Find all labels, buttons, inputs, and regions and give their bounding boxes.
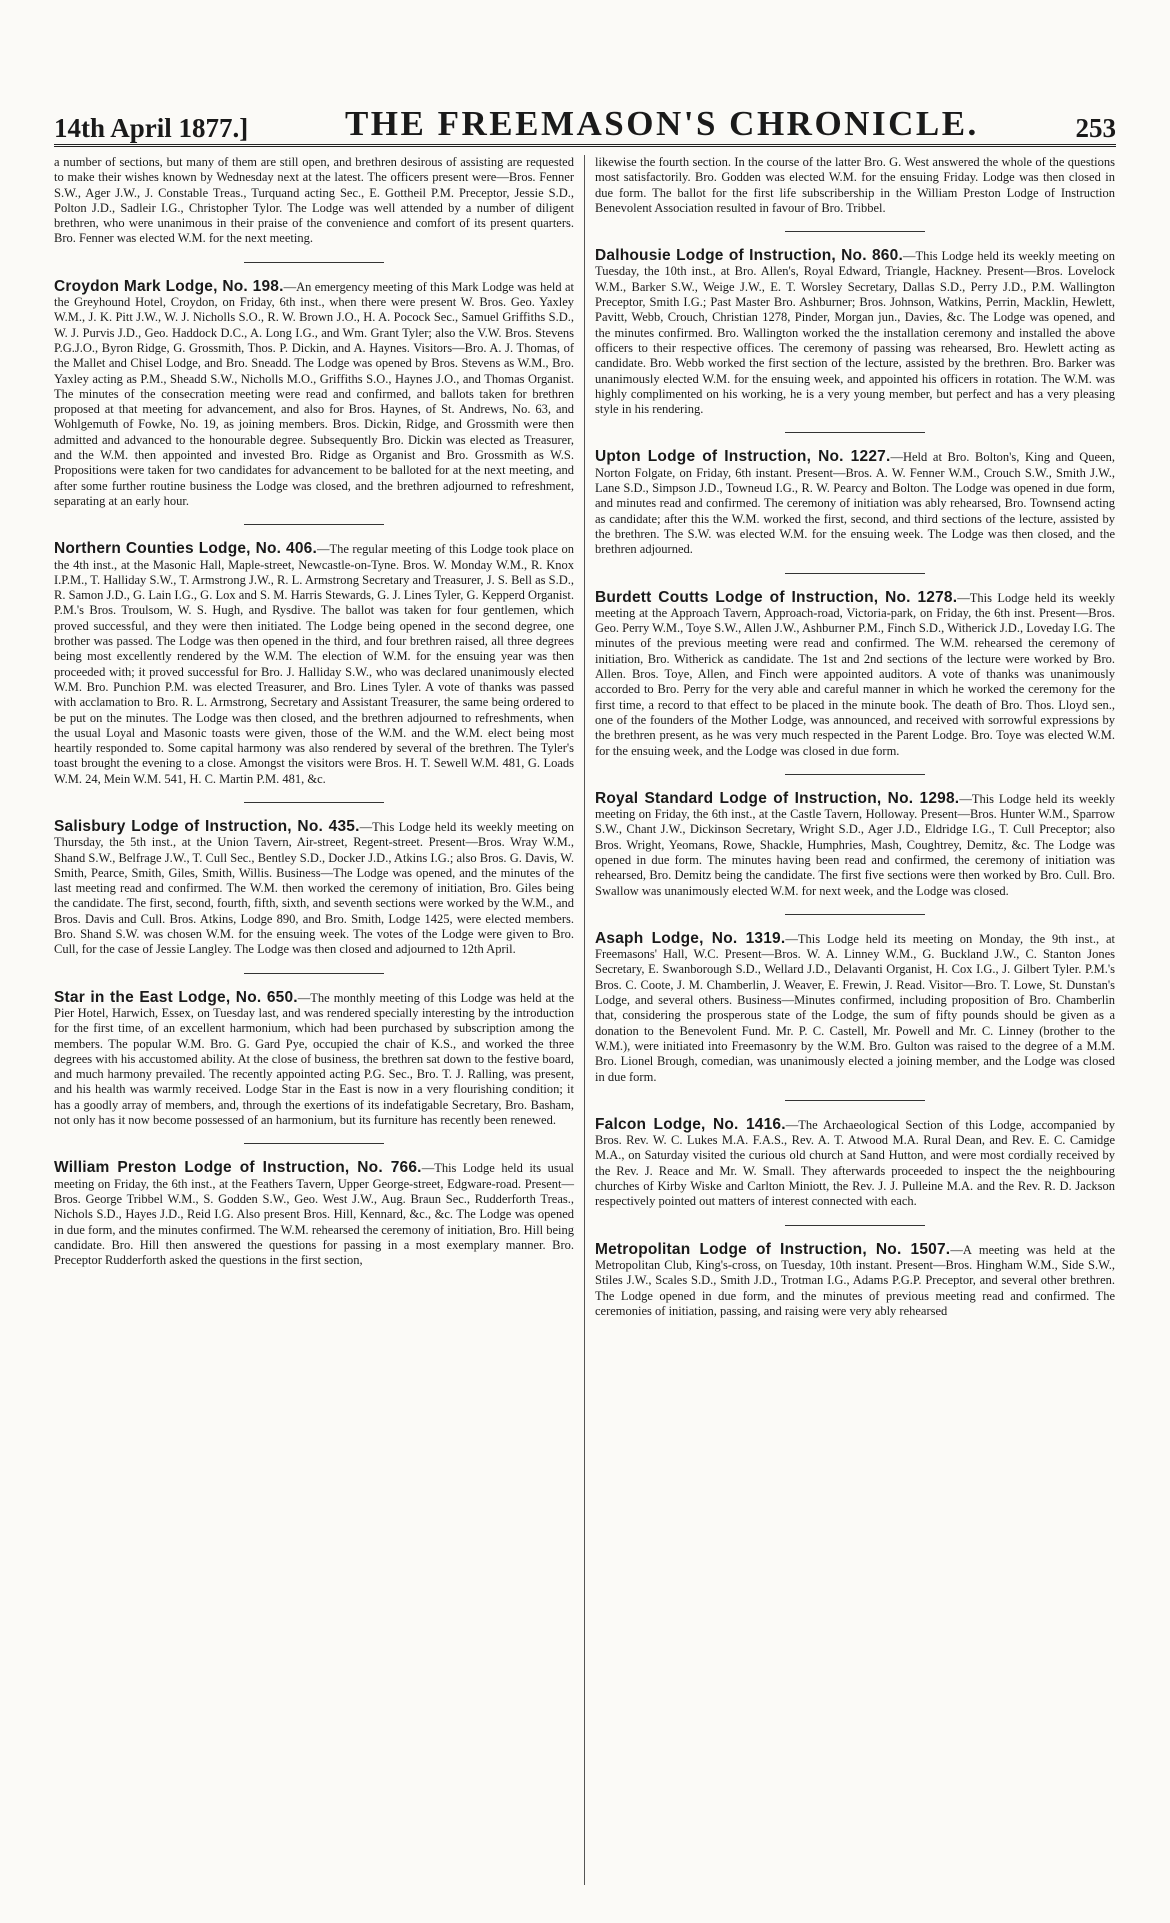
left-continuation-text: a number of sections, but many of them are still open, and brethren desirous of assisting are requested to make their wishes known by Wednesday next at the latest. The officers present were—Bros. Fenner S.W., Ager J.W., J. Constable Treas., Turquand acting Sec., E. Gottheil P.M. Preceptor, Jessie S.D., Polton J.D., Sadleir I.G., Christopher Tylor. The Lodge was well attended by a number of diligent brethren, who were unanimous in their praise of the convenience and comfort of its present quarters. Bro. Fenner was elected W.M. for the next meeting. [54, 155, 574, 246]
article-heading: Burdett Coutts Lodge of Instruction, No. 1278. [595, 588, 958, 606]
article-metropolitan-lodge [595, 1242, 1115, 1319]
article-william-preston-lodge [54, 1160, 574, 1268]
article-columns [54, 155, 1116, 1885]
article-separator [785, 1225, 925, 1226]
article-body: —A meeting was held at the Metropolitan Club, King's-cross, on Tuesday, 10th instant. Present—Bros. Hingham W.M., Side S.W., Stiles J.W., Scales S.D., Smith J.D., Trotman I.G., Adams P.G.P. Preceptor, and several other brethren. The Lodge opened in due form, and the minutes of previous meeting read and confirmed. The ceremonies of initiation, passing, and raising were very ably rehearsed [595, 1242, 1115, 1318]
issue-date: 14th April 1877.] [54, 113, 249, 143]
article-royal-standard-lodge [595, 791, 1115, 899]
article-separator [244, 973, 384, 974]
masthead-rule [54, 144, 1116, 147]
article-heading: Royal Standard Lodge of Instruction, No. 1298. [595, 789, 960, 807]
article-heading: Asaph Lodge, No. 1319. [595, 929, 786, 947]
article-heading: Dalhousie Lodge of Instruction, No. 860. [595, 247, 903, 265]
article-heading: Croydon Mark Lodge, No. 198. [54, 277, 284, 295]
article-heading: Northern Counties Lodge, No. 406. [54, 540, 317, 558]
article-dalhousie-lodge [595, 248, 1115, 417]
article-separator [785, 432, 925, 433]
article-separator [244, 802, 384, 803]
article-salisbury-lodge [54, 819, 574, 958]
right-continuation-text: likewise the fourth section. In the course of the latter Bro. G. West answered the whole of the questions most satisfactorily. Bro. Godden was elected W.M. for the ensuing Friday. Lodge was then closed in due form. The ballot for the first life subscribership in the William Preston Lodge of Instruction Benevolent Association resulted in favour of Bro. Tribbel. [595, 155, 1115, 215]
article-separator [244, 1143, 384, 1144]
article-burdett-coutts-lodge [595, 590, 1115, 759]
article-body: —This Lodge held its meeting on Monday, the 9th inst., at Freemasons' Hall, W.C. Present—Bros. W. A. Linney W.M., G. Buckland J.W., C. Stanton Jones Secretary, E. Swanborough S.D., Wellard J.D., Delavanti Organist, H. Cox I.G., J. Gilbert Tyler. P.M.'s Bros. C. Coote, J. M. Chamberlin, J. Weaver, E. Frewin, J. Read. Visitor—Bro. T. Lowe, St. Dunstan's Lodge, and several others. Business—Minutes confirmed, including proposition of Bro. Chamberlin that, considering the prosperous state of the Lodge, the sum of fifty pounds should be given as a donation to the Benevolent Fund. Mr. P. C. Castell, Mr. Powell and Mr. C. Linney (brother to the W.M.), were initiated into Freemasonry by the W.M. Bro. Gulton was raised to the degree of a M.M. Bro. Lionel Brough, comedian, was unanimously elected a joining member, and the Lodge was closed in due form. [595, 931, 1115, 1084]
article-heading: Metropolitan Lodge of Instruction, No. 1507. [595, 1240, 951, 1258]
article-separator [785, 1100, 925, 1101]
article-separator [785, 573, 925, 574]
article-body: —The Archaeological Section of this Lodge, accompanied by Bros. Rev. W. C. Lukes M.A. F.A.S., Rev. A. T. Atwood M.A. Rural Dean, and Rev. E. C. Camidge M.A., on Saturday visited the curious old church at Sand Hutton, and were most cordially received by the Rev. J. Reace and Mr. W. Small. They afterwards proceeded to inspect the the neighbouring churches of Kirby Wiske and Carlton Miniott, the Rev. J. J. Pulleine M.A. and the Rev. R. D. Jackson respectively pointed out matters of interest connected with each. [595, 1117, 1115, 1209]
article-heading: Star in the East Lodge, No. 650. [54, 988, 298, 1006]
article-star-in-the-east-lodge [54, 990, 574, 1129]
article-body: —The regular meeting of this Lodge took place on the 4th inst., at the Masonic Hall, Maple-street, Newcastle-on-Tyne. Bros. W. Monday W.M., R. Knox I.P.M., T. Halliday S.W., T. Armstrong J.W., R. L. Armstrong Secretary and Treasurer, J. S. Bell as S.D., R. Samon J.D., G. Lain I.G., G. Lox and S. M. Harris Stewards, G. J. Lines Tyler, G. Kepperd Organist. P.M.'s Bros. Troulsom, W. S. Hugh, and Rysdive. The ballot was taken for four gentlemen, which proved successful, and they were then initiated. The Lodge being opened in the second degree, one brother was passed. The Lodge was then opened in the third, and four brethren raised, all three degrees being most excellently rendered by the W.M. The election of W.M. for the ensuing year was then proceeded with; it proved successful for Bro. J. Halliday S.W., who was declared unanimously elected W.M. Bro. Punchion P.M. was elected Treasurer, and Bro. Lines Tyler. A vote of thanks was passed with acclamation to Bro. R. L. Armstrong, Secretary and Assistant Treasurer, the same being ordered to be put on the minutes. The Lodge was then closed, and the brethren adjourned to refreshments, when the usual Loyal and Masonic toasts were given, those of the W.M. and the W.M. elect being most heartily responded to. Some capital harmony was also rendered by several of the brethren. The Tyler's toast brought the evening to a close. Amongst the visitors were Bros. H. T. Sewell W.M. 481, G. Loads W.M. 24, Mein W.M. 541, H. C. Martin P.M. 481, &c. [54, 542, 575, 786]
article-heading: Salisbury Lodge of Instruction, No. 435. [54, 817, 360, 835]
article-heading: William Preston Lodge of Instruction, No. 766. [54, 1159, 422, 1177]
publication-title: THE FREEMASON'S CHRONICLE. [344, 104, 979, 143]
article-separator [244, 524, 384, 525]
article-asaph-lodge [595, 931, 1115, 1085]
article-body: —This Lodge held its weekly meeting on Thursday, the 5th inst., at the Union Tavern, Air-street, Regent-street. Present—Bros. Wray W.M., Shand S.W., Belfrage J.W., T. Cull Sec., Bentley S.D., Docker J.D., Atkins I.G.; also Bros. G. Davis, W. Smith, Pearce, Smith, Giles, Smith, Willis. Business—The Lodge was opened, and the minutes of the last meeting read and confirmed. The W.M. then worked the ceremony of initiation, Bro. Giles being the candidate. The first, second, fourth, fifth, sixth, and seventh sections were worked by the W.M., and Bros. Davis and Cull. Bros. Atkins, Lodge 890, and Bro. Smith, Lodge 1425, were elected members. Bro. Shand S.W. was chosen W.M. for the ensuing week. The votes of the Lodge were given to Bro. Cull, for the case of Jessie Langley. The Lodge was then closed and adjourned to 12th April. [54, 819, 574, 957]
article-separator [785, 231, 925, 232]
article-separator [244, 262, 384, 263]
right-column [585, 155, 1115, 1885]
article-body: —Held at Bro. Bolton's, King and Queen, Norton Folgate, on Friday, 6th instant. Present—Bros. A. W. Fenner W.M., Crouch S.W., Smith J.W., Lane S.D., Simpson J.D., Towneud I.G., R. W. Pearcy and Bolton. The Lodge was opened in due form, and minutes read and confirmed. The ceremony of initiation was ably rehearsed, Bro. Townsend acting as candidate; after this the W.M. worked the first, second, and third sections of the lecture, assisted by the brethren. The S.W. was elected W.M. for the ensuing week. The Lodge was then closed, and the brethren adjourned. [595, 450, 1115, 557]
article-separator [785, 774, 925, 775]
masthead [54, 98, 1116, 144]
article-falcon-lodge [595, 1117, 1115, 1210]
article-body: —This Lodge held its weekly meeting on Tuesday, the 10th inst., at Bro. Allen's, Royal Edward, Triangle, Hackney. Present—Bros. Lovelock W.M., Barker S.W., Weige J.W., E. T. Worsley Secretary, Dallas S.D., Perry J.D., P.M. Wallington Preceptor, Smith I.G.; Past Master Bro. Ashburner; Bros. Johnson, Watkins, Perrin, Macklin, Hewlett, Pavitt, Webb, Crouch, Christian 1278, Pinder, Morgan jun., Davies, &c. The Lodge was opened, and the minutes confirmed. Bro. Wallington worked the the installation ceremony and installed the above officers to their respective offices. The ceremony of passing was rehearsed, Bro. Hewlett acting as candidate. Bro. Webb worked the first section of the lecture, assisted by the brethren. Bro. Barker was unanimously elected W.M. for the ensuing week, and appointed his officers in rotation. The W.M. was highly complimented on his working, he is a very young member, but perfect and has a very pleasing style in his rendering. [595, 249, 1115, 417]
article-heading: Upton Lodge of Instruction, No. 1227. [595, 448, 891, 466]
article-body: —This Lodge held its weekly meeting on Friday, the 6th inst., at the Castle Tavern, Holloway. Present—Bros. Hunter W.M., Sparrow S.W., Chant J.W., Dickinson Secretary, Wright S.D., Ager J.D., Eldridge I.G., T. Cull Preceptor; also Bros. Wright, Yeomans, Rowe, Shackle, Humphries, Mash, Coughtrey, Demitz, &c. The Lodge was opened in due form. The minutes having been read and confirmed, the ceremony of initiation was rehearsed, Bro. Demitz being the candidate. The first five sections were then worked by Bro. Cull. Bro. Swallow was unanimously elected W.M. for next week, and the Lodge was closed. [595, 791, 1115, 898]
article-body: —An emergency meeting of this Mark Lodge was held at the Greyhound Hotel, Croydon, on Friday, 6th inst., when there were present W. Bros. Geo. Yaxley W.M., J. K. Pitt J.W., W. J. Nicholls S.O., R. W. Brown J.O., H. A. Pocock Sec., Samuel Griffiths S.D., W. J. Purvis J.D., Geo. Haddock D.C., A. Long I.G., and Wm. Grant Tyler; also the V.W. Bros. Stevens P.G.J.O., Byron Ridge, G. Grossmith, Thos. P. Dickin, and A. Haynes. Visitors—Bro. A. J. Thomas, of the Mallet and Chisel Lodge, and Bro. Sneadd. The Lodge was opened by Bros. Stevens as W.M., Bro. Yaxley acting as P.M., Sheadd S.W., Nicholls M.O., Griffiths S.O., Haynes J.O., and Thomas Organist. The minutes of the consecration meeting were read and confirmed, and ballots taken for brethren proposed at that meeting for advancement, and also for Bros. Haynes, of St. Andrews, No. 63, and Wohlgemuth of Fowke, No. 19, as joining members. Bros. Dickin, Ridge, and Grossmith were then admitted and advanced to the honourable degree. Subsequently Bro. Dickin was elected as Treasurer, and the W.M. then appointed and invested Bro. Ridge as Organist and Bro. Grossmith as W.S. Propositions were taken for two candidates for advancement to be balloted for at the next meeting, and after some further routine business the Lodge was closed, and the brethren adjourned to refreshment, separating at an early hour. [54, 279, 574, 508]
article-croydon-mark-lodge [54, 279, 574, 509]
article-northern-counties-lodge [54, 541, 574, 787]
article-separator [785, 914, 925, 915]
article-upton-lodge [595, 449, 1115, 557]
article-body: —This Lodge held its weekly meeting at the Approach Tavern, Approach-road, Victoria-park, on Friday, the 6th inst. Present—Bros. Geo. Perry W.M., Toye S.W., Allen J.W., Ashburner P.M., Finch S.D., Witherick J.D., Loveday I.G. The minutes of the previous meeting were read and confirmed. The W.M. rehearsed the ceremony of initiation, Bro. Witherick as candidate. The 1st and 2nd sections of the lecture were worked by Bro. Allen. Bros. Toye, Allen, and Finch were appointed auditors. A vote of thanks was unanimously accorded to Bro. Perry for the very able and careful manner in which he worked the ceremony for the first time, a record to that effect to be placed in the minute book. The death of Bro. Thos. Lloyd sen., one of the founders of the Mother Lodge, was announced, and received with sorrowful expressions by the brethren present, as he was very much respected in the Parent Lodge. Bro. Toye was elected W.M. for the ensuing week, and the Lodge was closed in due form. [595, 590, 1115, 758]
article-body: —This Lodge held its usual meeting on Friday, the 6th inst., at the Feathers Tavern, Upper George-street, Edgware-road. Present—Bros. George Tribbel W.M., S. Godden S.W., Geo. West J.W., Aug. Braun Sec., Rudderforth Treas., Nichols S.D., Hayes J.D., Reid I.G. Also present Bros. Hill, Kennard, &c., &c. The Lodge was opened in due form, and the minutes confirmed. The W.M. rehearsed the ceremony of initiation, Bro. Hill being candidate. Bro. Hill then answered the questions for passing in a most exemplary manner. Bro. Preceptor Rudderforth asked the questions in the first section, [54, 1161, 575, 1268]
article-body: —The monthly meeting of this Lodge was held at the Pier Hotel, Harwich, Essex, on Tuesday last, and was rendered specially interesting by the introduction for the first time, of an excellent harmonium, which had been purchased by subscription among the members. The popular W.M. Bro. G. Gard Pye, occupied the chair of K.S., and worked the three degrees with his accustomed ability. At the close of business, the brethren sat down to the festive board, and much harmony prevailed. The recently appointed acting P.G. Sec., Bro. T. J. Ralling, was present, and his health was warmly received. Lodge Star in the East is now in a very flourishing condition; it has a goodly array of members, and, through the exertions of its indefatigable Secretary, Bro. Basham, not only has it now become possessed of an harmonium, but its furniture has recently been renewed. [54, 990, 574, 1128]
article-heading: Falcon Lodge, No. 1416. [595, 1115, 786, 1133]
page-number: 253 [1075, 113, 1116, 143]
left-column [54, 155, 584, 1885]
